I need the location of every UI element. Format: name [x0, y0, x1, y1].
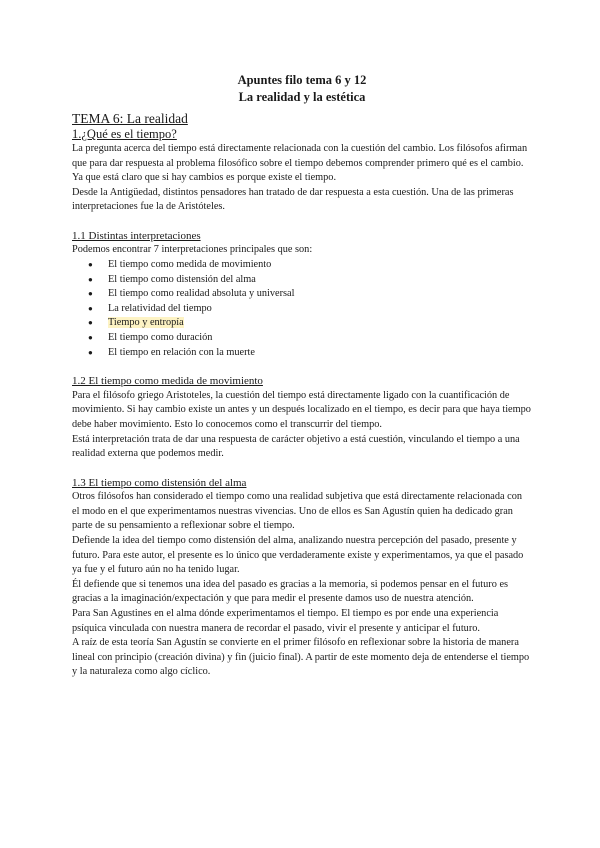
tema-heading: TEMA 6: La realidad — [72, 111, 188, 126]
section-1-1-heading: 1.1 Distintas interpretaciones — [72, 229, 201, 242]
section-1-3-paragraph-4: Para San Agustines en el alma dónde experimentamos el tiempo. El tiempo es por ende una experiencia psíquica vinculada con nuestra manera de recordar el pasado, vivir el presente y anticipar el futuro. — [72, 607, 499, 634]
spacer — [72, 360, 532, 374]
spacer — [72, 462, 532, 476]
section-1-2-paragraph-1: Para el filósofo griego Aristoteles, la cuestión del tiempo está directamente ligado con la cuantificación de movimiento. Si hay cambio existe un antes y un después localizado en el tiempo, es decir para que haya tiempo debe haber movimiento. Esto lo conocemos como el transcurrir del tiempo. — [72, 389, 531, 430]
document-title — [72, 72, 532, 106]
list-item: ● El tiempo como realidad absoluta y universal — [72, 287, 532, 302]
section-1-paragraph-1: La pregunta acerca del tiempo está directamente relacionada con la cuestión del cambio. Los filósofos afirman que para dar respuesta al problema filosófico sobre el tiempo debemos comprender primero qué es el cambio. Ya que está claro que si hay cambios es porque existe el tiempo. — [72, 143, 528, 184]
list-item: ● El tiempo en relación con la muerte — [72, 346, 532, 361]
list-item: ● El tiempo como duración — [72, 331, 532, 346]
section-1-paragraph-2: Desde la Antigüedad, distintos pensadores han tratado de dar respuesta a esta cuestión. Una de las primeras interpretaciones fue la de Aristóteles. — [72, 186, 514, 213]
section-1-3-paragraph-2: Defiende la idea del tiempo como distensión del alma, analizando nuestra percepción del pasado, presente y futuro. Para este autor, el presente es lo único que verdaderamente existe y experimentamos, ya que el pasado ya fue y el futuro aún no ha tenido lugar. — [72, 534, 524, 576]
document-page — [72, 72, 532, 680]
section-1-2-paragraph-2: Está interpretación trata de dar una respuesta de carácter objetivo a está cuestión, vinculando el tiempo a una realidad externa que podemos medir. — [72, 433, 520, 460]
list-item: ● La relatividad del tiempo — [72, 302, 532, 317]
spacer — [72, 215, 532, 229]
section-1-1-intro: Podemos encontrar 7 interpretaciones principales que son: — [72, 244, 313, 256]
section-1-3-paragraph-3: Él defiende que si tenemos una idea del pasado es gracias a la memoria, si podemos pensar en el futuro es gracias a la imaginación/expectación y que para medir el presente damos uso de nuestra atención. — [72, 578, 509, 605]
section-1-heading: 1.¿Qué es el tiempo? — [72, 127, 177, 141]
interpretations-list — [72, 258, 532, 360]
list-item — [72, 316, 532, 331]
list-item: ● El tiempo como medida de movimiento — [72, 258, 532, 273]
section-1-2-heading: 1.2 El tiempo como medida de movimiento — [72, 375, 263, 388]
section-1-3-paragraph-1: Otros filósofos han considerado el tiempo como una realidad subjetiva que está directamente relacionada con el modo en el que experimentamos nuestras vivencias. Uno de ellos es San Agustín quien ha dedicado gran parte de su pensamiento a reflexionar sobre el tiempo. — [72, 491, 523, 532]
title-line-2: La realidad y la estética — [238, 90, 366, 104]
title-line-1: Apuntes filo tema 6 y 12 — [237, 73, 367, 87]
section-1-3-heading: 1.3 El tiempo como distensión del alma — [72, 476, 247, 489]
list-item: ● El tiempo como distensión del alma — [72, 273, 532, 288]
section-1-3-paragraph-5: A raíz de esta teoría San Agustín se convierte en el primer filósofo en reflexionar sobre la historia de manera lineal con principio (creación divina) y fin (juicio final). A partir de este momento deja de entenderse el tiempo y la naturaleza como algo cíclico. — [72, 637, 530, 678]
highlighted-text: Tiempo y entropía — [108, 317, 184, 329]
